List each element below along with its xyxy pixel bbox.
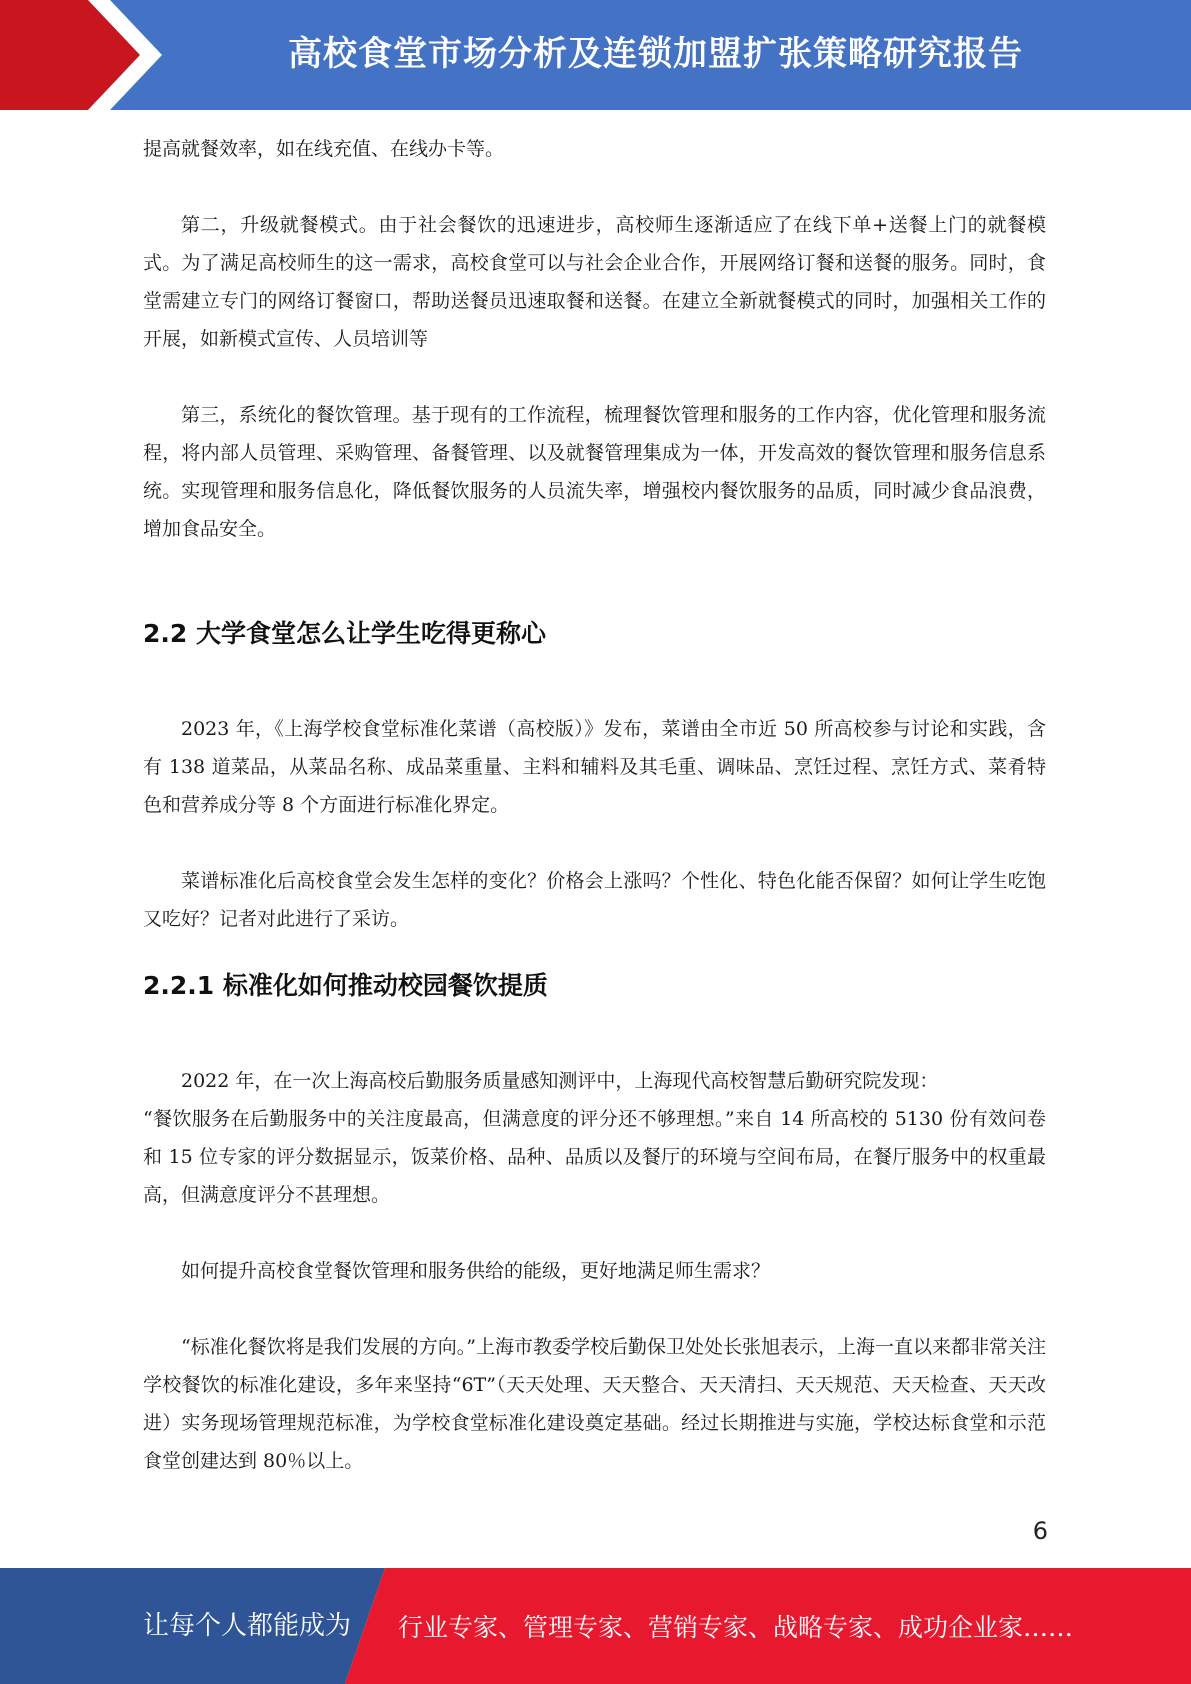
page-content — [143, 130, 1046, 1480]
page-number: 6 — [1032, 1517, 1048, 1545]
paragraph-4: 2023 年，《上海学校食堂标准化菜谱（高校版）》发布，菜谱由全市近 50 所高校参与讨论和实践，含有 138 道菜品，从菜品名称、成品菜重量、主料和辅料及其毛重、调味品、烹饪过程、烹饪方式、菜肴特色和营养成分等 8 个方面进行标准化界定。 — [143, 718, 1046, 816]
section-heading-2-2-1: 2.2.1 标准化如何推动校园餐饮提质 — [143, 971, 548, 1000]
footer-slogan-right: 行业专家、管理专家、营销专家、战略专家、成功企业家…… — [398, 1613, 1074, 1642]
paragraph-8: “标准化餐饮将是我们发展的方向。”上海市教委学校后勤保卫处处长张旭表示，上海一直以来都非常关注学校餐饮的标准化建设，多年来坚持“6T”（天天处理、天天整合、天天清扫、天天规范、天天检查、天天改进）实务现场管理规范标准，为学校食堂标准化建设奠定基础。经过长期推进与实施，学校达标食堂和示范食堂创建达到 80％以上。 — [143, 1336, 1046, 1472]
paragraph-6: “餐饮服务在后勤服务中的关注度最高，但满意度的评分还不够理想。”来自 14 所高校的 5130 份有效问卷和 15 位专家的评分数据显示，饭菜价格、品种、品质以及餐厅的环境与空间布局，在餐厅服务中的权重最高，但满意度评分不甚理想。 — [143, 1108, 1046, 1206]
paragraph-5: 菜谱标准化后高校食堂会发生怎样的变化？价格会上涨吗？个性化、特色化能否保留？如何让学生吃饱又吃好？记者对此进行了采访。 — [143, 870, 1046, 930]
report-title: 高校食堂市场分析及连锁加盟扩张策略研究报告 — [288, 34, 1023, 74]
page-footer — [0, 1568, 1191, 1684]
header-arrow-decoration — [0, 0, 170, 110]
paragraph-6-line-1: 2022 年，在一次上海高校后勤服务质量感知测评中，上海现代高校智慧后勤研究院发现： — [181, 1070, 939, 1092]
paragraph-2: 第二，升级就餐模式。由于社会餐饮的迅速进步，高校师生逐渐适应了在线下单+送餐上门的就餐模式。为了满足高校师生的这一需求，高校食堂可以与社会企业合作，开展网络订餐和送餐的服务。同时，食堂需建立专门的网络订餐窗口，帮助送餐员迅速取餐和送餐。在建立全新就餐模式的同时，加强相关工作的开展，如新模式宣传、人员培训等 — [143, 214, 1046, 350]
page-header — [0, 0, 1191, 110]
paragraph-7: 如何提升高校食堂餐饮管理和服务供给的能级，更好地满足师生需求？ — [181, 1260, 771, 1282]
footer-slogan-left: 让每个人都能成为 — [143, 1611, 352, 1641]
section-heading-2-2: 2.2 大学食堂怎么让学生吃得更称心 — [143, 619, 546, 648]
paragraph-1: 提高就餐效率，如在线充值、在线办卡等。 — [143, 138, 505, 160]
paragraph-3: 第三，系统化的餐饮管理。基于现有的工作流程，梳理餐饮管理和服务的工作内容，优化管理和服务流程，将内部人员管理、采购管理、备餐管理、以及就餐管理集成为一体，开发高效的餐饮管理和服务信息系统。实现管理和服务信息化，降低餐饮服务的人员流失率，增强校内餐饮服务的品质，同时减少食品浪费，增加食品安全。 — [143, 404, 1046, 540]
